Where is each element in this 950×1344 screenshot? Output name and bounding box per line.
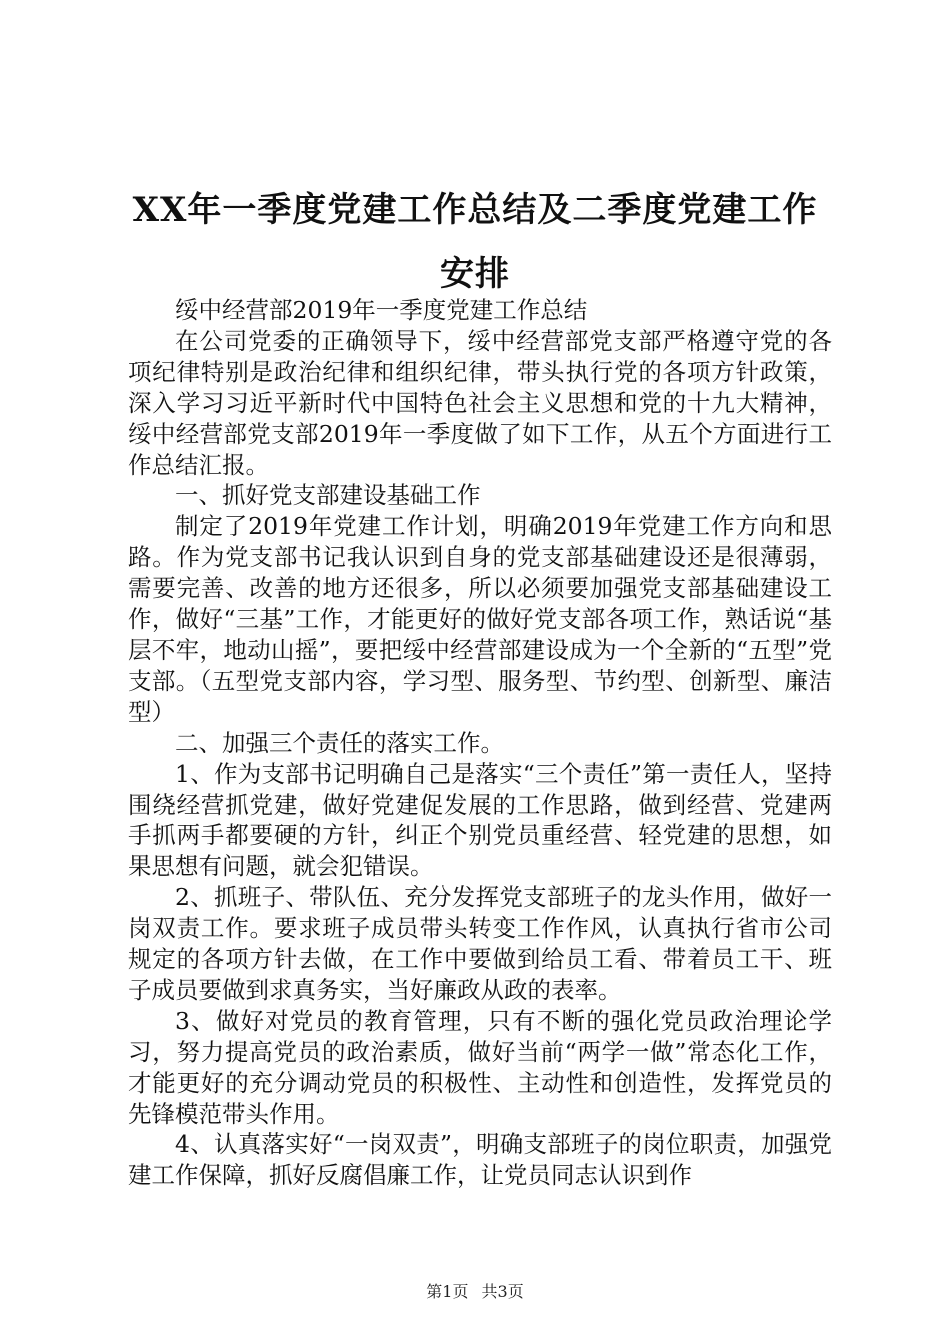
intro-paragraph: 在公司党委的正确领导下，绥中经营部党支部严格遵守党的各项纪律特别是政治纪律和组织纪律，带头执行党的各项方针政策，深入学习习近平新时代中国特色社会主义思想和党的十九大精神，绥中经营部党支部2019年一季度做了如下工作，从五个方面进行工作总结汇报。 xyxy=(128,326,832,479)
section-heading-1: 一、抓好党支部建设基础工作 xyxy=(175,481,481,510)
section-heading-2: 二、加强三个责任的落实工作。 xyxy=(175,728,504,757)
summary-heading: 绥中经营部2019年一季度党建工作总结 xyxy=(175,296,588,324)
item-2-paragraph: 2、抓班子、带队伍、充分发挥党支部班子的龙头作用，做好一岗双责工作。要求班子成员带头转变工作作风，认真执行省市公司规定的各项方针去做，在工作中要做到给员工看、带着员工干、班子成员要做到求真务实，当好廉政从政的表率。 xyxy=(128,883,832,1004)
document-body xyxy=(128,295,832,1191)
page-number: 第1页 xyxy=(426,1282,469,1301)
page-footer xyxy=(0,1282,950,1302)
document-title-line-1: XX年一季度党建工作总结及二季度党建工作 xyxy=(132,190,818,230)
page-total: 共3页 xyxy=(481,1282,524,1301)
section-1-paragraph: 制定了2019年党建工作计划，明确2019年党建工作方向和思路。作为党支部书记我认识到自身的党支部基础建设还是很薄弱，需要完善、改善的地方还很多，所以必须要加强党支部基础建设工作，做好“三基”工作，才能更好的做好党支部各项工作，熟话说“基层不牢，地动山摇”，要把绥中经营部建设成为一个全新的“五型”党支部。（五型党支部内容，学习型、服务型、节约型、创新型、廉洁型） xyxy=(128,512,832,726)
document-title-line-2: 安排 xyxy=(440,254,510,294)
item-4-paragraph: 4、认真落实好“一岗双责”，明确支部班子的岗位职责，加强党建工作保障，抓好反腐倡廉工作，让党员同志认识到作 xyxy=(128,1130,832,1190)
item-1-paragraph: 1、作为支部书记明确自己是落实“三个责任”第一责任人，坚持围绕经营抓党建，做好党建促发展的工作思路，做到经营、党建两手抓两手都要硬的方针，纠正个别党员重经营、轻党建的思想，如果思想有问题，就会犯错误。 xyxy=(128,759,832,881)
item-3-paragraph: 3、做好对党员的教育管理，只有不断的强化党员政治理论学习，努力提高党员的政治素质，做好当前“两学一做”常态化工作，才能更好的充分调动党员的积极性、主动性和创造性，发挥党员的先锋模范带头作用。 xyxy=(128,1006,832,1128)
